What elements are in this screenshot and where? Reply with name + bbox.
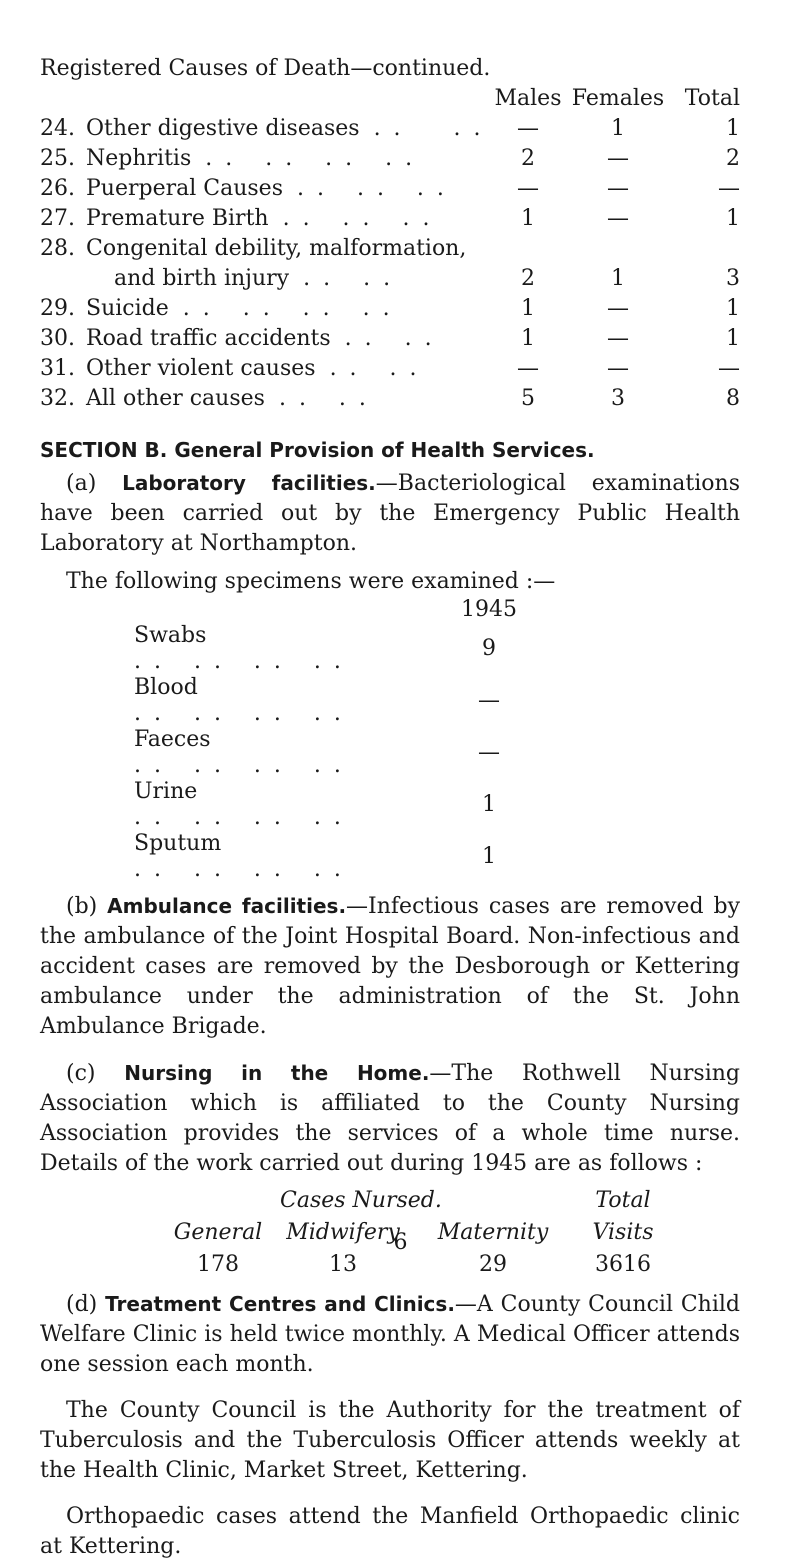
cause-label-text: Premature Birth bbox=[86, 206, 269, 231]
cause-row bbox=[40, 324, 740, 354]
visits-value: 3616 bbox=[595, 1252, 651, 1277]
cause-total: 3 bbox=[726, 266, 740, 291]
cause-females: 3 bbox=[611, 386, 625, 411]
specimen-leader-dots: . . . . . . . . bbox=[134, 701, 344, 726]
cause-label-text: Suicide bbox=[86, 296, 169, 321]
cause-label-text: and birth injury bbox=[86, 266, 290, 291]
specimen-value: — bbox=[478, 688, 500, 713]
specimen-value: 9 bbox=[482, 636, 496, 661]
cause-label-text: Congenital debility, malformation, bbox=[86, 236, 467, 261]
cause-number: 32. bbox=[40, 386, 75, 411]
cause-label bbox=[86, 234, 488, 264]
cause-leader-dots: . . . . bbox=[344, 326, 435, 351]
cause-total: 1 bbox=[726, 116, 740, 141]
cause-leader-dots: . . . . . . bbox=[297, 176, 447, 201]
cause-total: 8 bbox=[726, 386, 740, 411]
cause-number: 30. bbox=[40, 326, 75, 351]
paragraph-laboratory bbox=[40, 468, 740, 559]
treatment-heading: Treatment Centres and Clinics. bbox=[105, 1292, 455, 1316]
cause-females: 1 bbox=[611, 116, 625, 141]
causes-header-row bbox=[40, 84, 740, 114]
cause-label bbox=[86, 144, 488, 174]
cause-males: 2 bbox=[521, 146, 535, 171]
specimen-name: Sputum bbox=[134, 831, 222, 856]
specimen-leader-dots: . . . . . . . . bbox=[134, 805, 344, 830]
specimen-value: 1 bbox=[482, 844, 496, 869]
nursing-heading: Nursing in the Home. bbox=[124, 1061, 430, 1085]
specimen-label bbox=[134, 727, 444, 779]
col-females: Females bbox=[571, 86, 665, 111]
cause-leader-dots: . . . . bbox=[278, 386, 369, 411]
total-label: Total bbox=[595, 1188, 651, 1213]
cause-label bbox=[86, 204, 488, 234]
col-total: Total bbox=[684, 86, 740, 111]
cause-total: — bbox=[718, 356, 740, 381]
cause-number: 24. bbox=[40, 116, 75, 141]
laboratory-text: —Bacteriological examinations have been carried out by the Emergency Public Health Laboratory at Northampton. bbox=[40, 471, 740, 556]
cause-row bbox=[40, 294, 740, 324]
cause-leader-dots: . . . . bbox=[329, 356, 420, 381]
specimen-row bbox=[134, 831, 534, 883]
cause-number: 27. bbox=[40, 206, 75, 231]
cause-leader-dots: . . . . bbox=[303, 266, 394, 291]
cause-total: 1 bbox=[726, 206, 740, 231]
cause-leader-dots: . . . . bbox=[373, 116, 484, 141]
item-label-d: (d) bbox=[66, 1292, 98, 1317]
cause-number bbox=[40, 264, 86, 294]
cause-label bbox=[86, 174, 488, 204]
cause-males: 2 bbox=[521, 266, 535, 291]
cause-label bbox=[86, 294, 488, 324]
cause-males: 5 bbox=[521, 386, 535, 411]
specimen-leader-dots: . . . . . . . . bbox=[134, 649, 344, 674]
cause-males: 1 bbox=[521, 206, 535, 231]
cause-label-text: All other causes bbox=[86, 386, 265, 411]
section-b-title: SECTION B. General Provision of Health Services. bbox=[40, 438, 595, 462]
cause-leader-dots: . . . . . . bbox=[282, 206, 433, 231]
cause-row bbox=[40, 234, 740, 264]
general-label: General bbox=[173, 1220, 263, 1245]
cause-number: 29. bbox=[40, 296, 75, 321]
midwifery-value: 13 bbox=[329, 1252, 357, 1277]
cause-females: 1 bbox=[611, 266, 625, 291]
cause-row bbox=[40, 354, 740, 384]
cases-nursed-label: Cases Nursed. bbox=[280, 1188, 442, 1213]
cause-males: 1 bbox=[521, 326, 535, 351]
causes-rows bbox=[40, 114, 740, 414]
cause-row bbox=[40, 384, 740, 414]
cause-label bbox=[86, 384, 488, 414]
specimen-row bbox=[134, 727, 534, 779]
specimens-year: 1945 bbox=[461, 597, 517, 622]
cause-total: — bbox=[718, 176, 740, 201]
cause-row bbox=[40, 174, 740, 204]
specimen-value: — bbox=[478, 740, 500, 765]
cause-females: — bbox=[607, 326, 629, 351]
specimen-leader-dots: . . . . . . . . bbox=[134, 857, 344, 882]
cause-number: 26. bbox=[40, 176, 75, 201]
specimen-name: Urine bbox=[134, 779, 198, 804]
cause-row bbox=[40, 204, 740, 234]
specimen-name: Swabs bbox=[134, 623, 207, 648]
cause-number: 28. bbox=[40, 236, 75, 261]
specimen-label bbox=[134, 831, 444, 883]
cause-label bbox=[86, 264, 488, 294]
maternity-value: 29 bbox=[479, 1252, 507, 1277]
cause-total bbox=[668, 234, 740, 264]
paragraph-treatment bbox=[40, 1289, 740, 1380]
paragraph-nursing bbox=[40, 1058, 740, 1179]
document-page bbox=[40, 54, 740, 1562]
cause-leader-dots: . . . . . . . . bbox=[182, 296, 393, 321]
visits-label: Visits bbox=[592, 1220, 654, 1245]
specimen-label bbox=[134, 623, 444, 675]
specimens-rows bbox=[134, 623, 534, 883]
specimen-leader-dots: . . . . . . . . bbox=[134, 753, 344, 778]
specimens-header-row bbox=[134, 597, 534, 623]
maternity-label: Maternity bbox=[437, 1220, 549, 1245]
cause-total: 1 bbox=[726, 296, 740, 321]
cause-males: 1 bbox=[521, 296, 535, 321]
laboratory-heading: Laboratory facilities. bbox=[122, 471, 376, 495]
cause-label bbox=[86, 324, 488, 354]
midwifery-label: Midwifery bbox=[286, 1220, 400, 1245]
specimen-row bbox=[134, 779, 534, 831]
specimen-row bbox=[134, 675, 534, 727]
cause-label-text: Other violent causes bbox=[86, 356, 316, 381]
paragraph-orthopaedic: Orthopaedic cases attend the Manfield Orthopaedic clinic at Kettering. bbox=[40, 1504, 740, 1559]
cause-total: 2 bbox=[726, 146, 740, 171]
cause-males bbox=[488, 234, 568, 264]
paragraph-ambulance bbox=[40, 891, 740, 1042]
cause-number: 31. bbox=[40, 356, 75, 381]
cause-total: 1 bbox=[726, 326, 740, 351]
item-label-c: (c) bbox=[66, 1061, 96, 1086]
cause-females bbox=[568, 234, 668, 264]
cause-label-text: Nephritis bbox=[86, 146, 192, 171]
cause-females: — bbox=[607, 176, 629, 201]
specimens-table bbox=[134, 597, 534, 883]
specimen-label bbox=[134, 779, 444, 831]
cause-number: 25. bbox=[40, 146, 75, 171]
specimen-value: 1 bbox=[482, 792, 496, 817]
cause-row bbox=[40, 264, 740, 294]
general-value: 178 bbox=[197, 1252, 239, 1277]
paragraph-tuberculosis: The County Council is the Authority for the treatment of Tuberculosis and the Tuberculosis Officer attends weekly at the Health Clinic, Market Street, Kettering. bbox=[40, 1398, 740, 1483]
specimen-name: Faeces bbox=[134, 727, 211, 752]
specimen-row bbox=[134, 623, 534, 675]
col-males: Males bbox=[494, 86, 562, 111]
cause-row bbox=[40, 144, 740, 174]
specimens-intro: The following specimens were examined :— bbox=[66, 569, 556, 594]
treatment-text: —A County Council Child Welfare Clinic is held twice monthly. A Medical Officer attends one session each month. bbox=[40, 1292, 740, 1377]
cause-row bbox=[40, 114, 740, 144]
ambulance-text: —Infectious cases are removed by the ambulance of the Joint Hospital Board. Non-infectious and accident cases are removed by the Desborough or Kettering ambulance under the administration of the St. John Ambulance Brigade. bbox=[40, 894, 740, 1039]
specimen-name: Blood bbox=[134, 675, 198, 700]
page-number: 6 bbox=[393, 1230, 408, 1255]
cause-label-text: Other digestive diseases bbox=[86, 116, 360, 141]
nursing-group-row bbox=[168, 1185, 678, 1217]
specimen-label bbox=[134, 675, 444, 727]
cause-females: — bbox=[607, 146, 629, 171]
ambulance-heading: Ambulance facilities. bbox=[107, 894, 347, 918]
item-label-b: (b) bbox=[66, 894, 98, 919]
cause-males: — bbox=[517, 116, 539, 141]
cause-label bbox=[86, 354, 488, 384]
nursing-text: —The Rothwell Nursing Association which is affiliated to the County Nursing Association provides the services of a whole time nurse. Details of the work carried out during 1945 are as follows : bbox=[40, 1061, 740, 1176]
causes-heading: Registered Causes of Death—continued. bbox=[40, 56, 491, 81]
cause-females: — bbox=[607, 206, 629, 231]
cause-label-text: Road traffic accidents bbox=[86, 326, 331, 351]
causes-table bbox=[40, 84, 740, 414]
cause-females: — bbox=[607, 296, 629, 321]
item-label-a: (a) bbox=[66, 471, 97, 496]
cause-label bbox=[86, 114, 488, 144]
cause-males: — bbox=[517, 176, 539, 201]
cause-females: — bbox=[607, 356, 629, 381]
cause-leader-dots: . . . . . . . . bbox=[205, 146, 416, 171]
cause-males: — bbox=[517, 356, 539, 381]
cause-label-text: Puerperal Causes bbox=[86, 176, 283, 201]
